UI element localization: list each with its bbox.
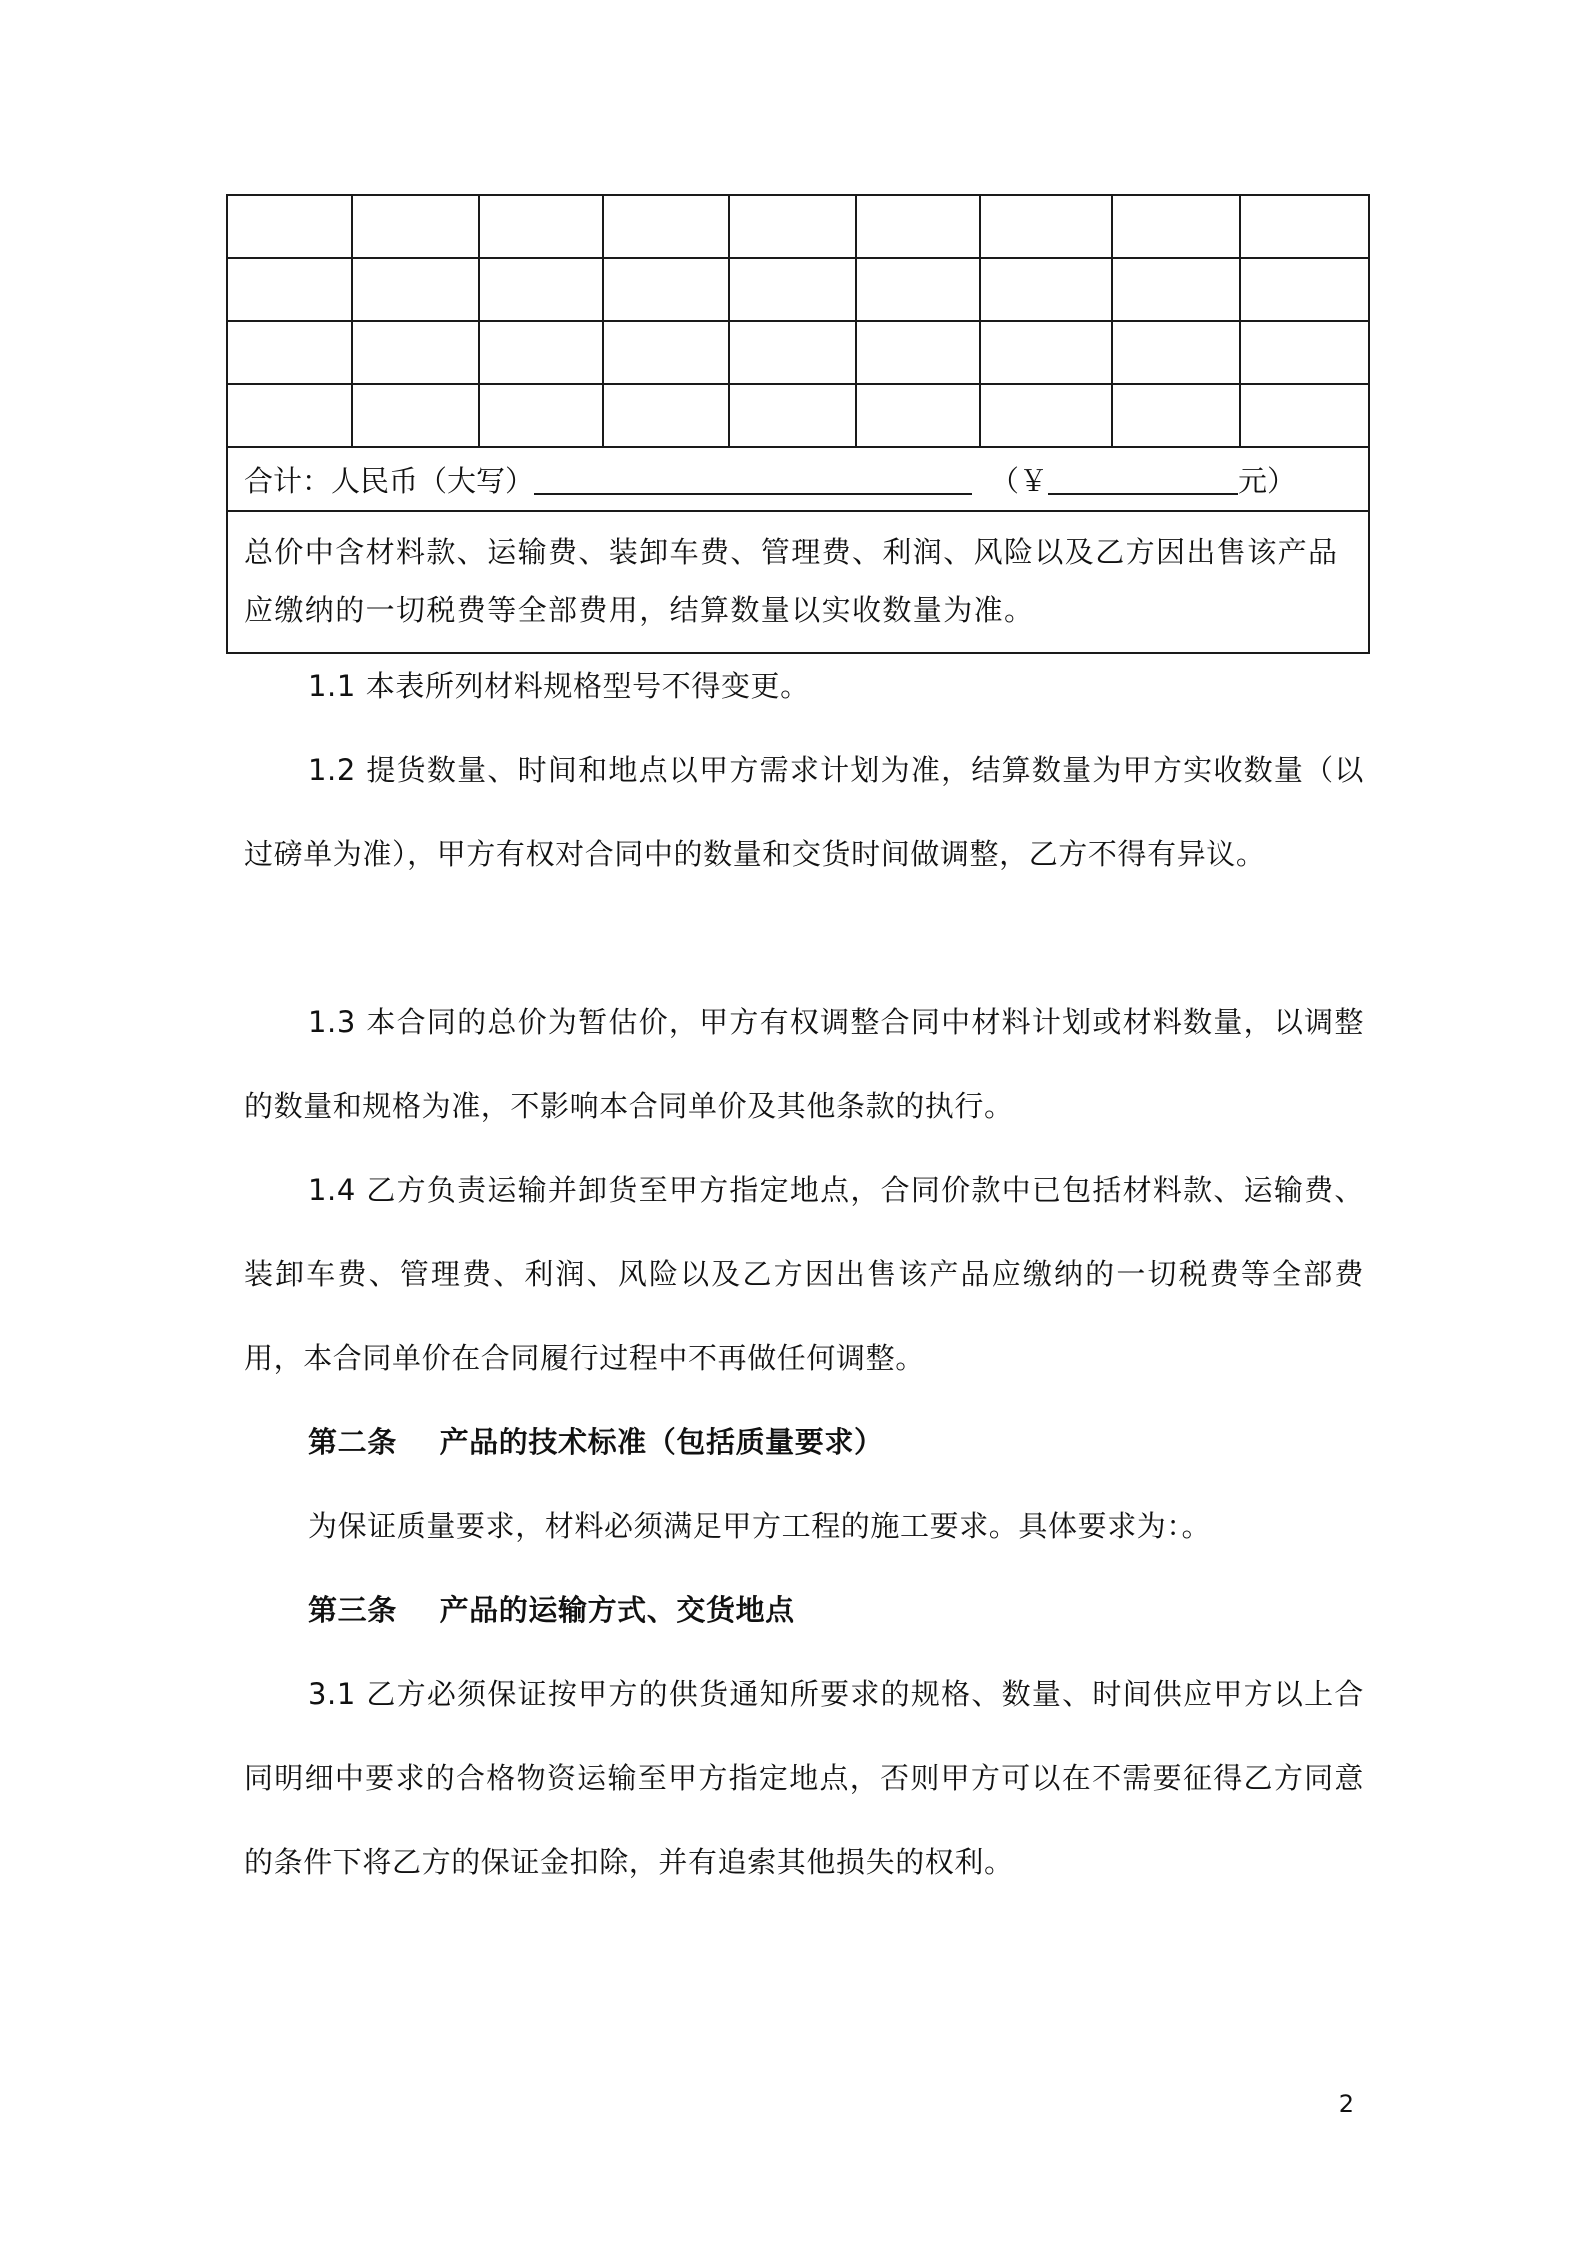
table-cell [479,258,603,321]
table-cell [980,321,1112,384]
table-cell [352,258,479,321]
total-label: 合计：人民币（大写） [244,463,535,498]
table-cell [1112,195,1240,258]
table-cell [1112,321,1240,384]
table-cell [603,321,729,384]
note-cell: 总价中含材料款、运输费、装卸车费、管理费、利润、风险以及乙方因出售该产品应缴纳的一切税费等全部费用，结算数量以实收数量为准。 [227,511,1369,653]
table-cell [352,384,479,447]
table-cell [352,321,479,384]
total-row [227,447,1369,511]
table-cell [980,384,1112,447]
total-cell [227,447,1369,511]
clause-3-1: 3.1 乙方必须保证按甲方的供货通知所要求的规格、数量、时间供应甲方以上合同明细中要求的合格物资运输至甲方指定地点，否则甲方可以在不需要征得乙方同意的条件下将乙方的保证金扣除，并有追索其他损失的权利。 [244,1677,1364,1879]
page-number: 2 [1338,2090,1354,2118]
table-cell [479,321,603,384]
amount-in-words-blank[interactable] [534,463,972,495]
table-cell [1240,195,1369,258]
article-2-body: 为保证质量要求，材料必须满足甲方工程的施工要求。具体要求为：。 [308,1509,1212,1543]
note-row [227,511,1369,653]
table-cell [1240,384,1369,447]
total-currency-open: （￥ [990,463,1049,498]
table-cell [479,195,603,258]
article-2-title: 第二条 产品的技术标准（包括质量要求） [308,1425,884,1459]
table-cell [227,258,352,321]
table-cell [980,258,1112,321]
table-cell [1240,321,1369,384]
table-cell [856,258,980,321]
table-cell [856,195,980,258]
amount-in-figures-blank[interactable] [1048,463,1238,495]
table-row [227,384,1369,447]
table-cell [980,195,1112,258]
clause-1-3: 1.3 本合同的总价为暂估价，甲方有权调整合同中材料计划或材料数量，以调整的数量和规格为准，不影响本合同单价及其他条款的执行。 [244,1005,1364,1123]
table-cell [603,384,729,447]
table-cell [729,384,856,447]
total-currency-close: 元） [1238,463,1297,498]
clause-1-2: 1.2 提货数量、时间和地点以甲方需求计划为准，结算数量为甲方实收数量（以过磅单为准），甲方有权对合同中的数量和交货时间做调整，乙方不得有异议。 [244,753,1364,871]
table-cell [729,195,856,258]
table-cell [1112,384,1240,447]
table-row [227,258,1369,321]
clause-1-1: 1.1 本表所列材料规格型号不得变更。 [308,669,810,703]
table-cell [729,321,856,384]
table-cell [227,321,352,384]
table-cell [1112,258,1240,321]
table-cell [479,384,603,447]
clause-1-4: 1.4 乙方负责运输并卸货至甲方指定地点，合同价款中已包括材料款、运输费、装卸车费、管理费、利润、风险以及乙方因出售该产品应缴纳的一切税费等全部费用，本合同单价在合同履行过程中不再做任何调整。 [244,1173,1364,1375]
price-table [226,194,1370,654]
table-cell [227,195,352,258]
table-cell [603,195,729,258]
table-cell [352,195,479,258]
table-cell [856,384,980,447]
table-cell [856,321,980,384]
article-3-title: 第三条 产品的运输方式、交货地点 [308,1593,795,1627]
table-cell [227,384,352,447]
table-cell [603,258,729,321]
table-cell [729,258,856,321]
table-row [227,321,1369,384]
table-row [227,195,1369,258]
table-cell [1240,258,1369,321]
